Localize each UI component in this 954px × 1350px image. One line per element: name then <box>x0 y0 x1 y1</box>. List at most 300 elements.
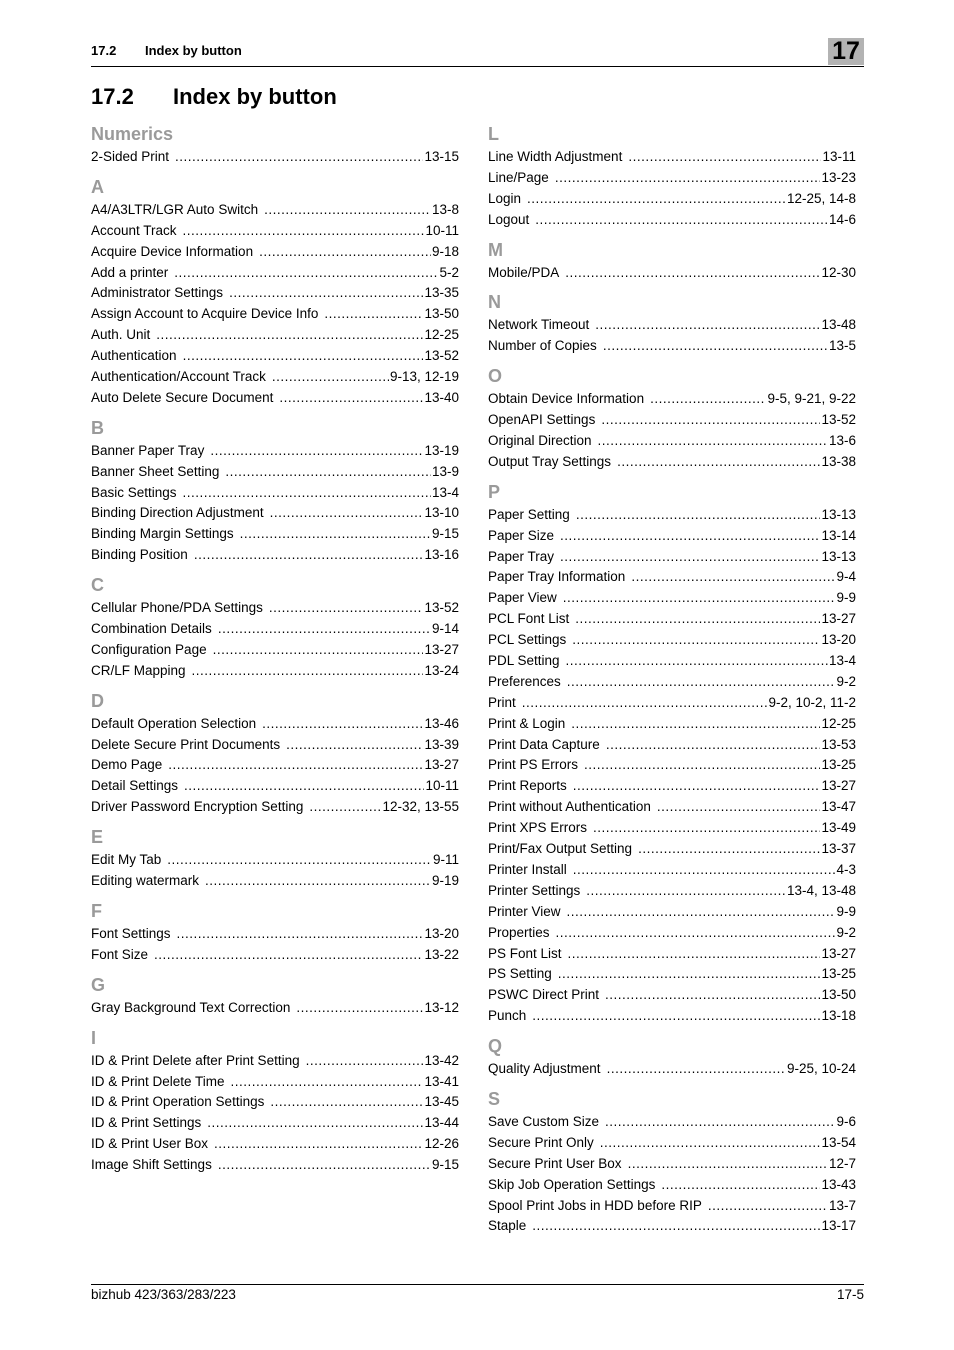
dot-leader <box>600 1133 821 1154</box>
index-entry <box>488 1154 856 1175</box>
index-entry <box>488 1133 856 1154</box>
section-letter-heading: B <box>91 417 104 438</box>
index-page-reference: 13-27 <box>424 757 459 773</box>
index-page-reference: 13-53 <box>821 736 856 752</box>
dot-leader <box>631 567 835 588</box>
dot-leader <box>167 850 432 871</box>
index-entry <box>91 304 459 325</box>
index-page-reference: 10-11 <box>425 222 459 238</box>
index-page-reference: 13-40 <box>424 389 459 405</box>
index-entry <box>91 441 459 462</box>
index-term: Login <box>488 190 522 206</box>
index-term: Secure Print Only <box>488 1134 594 1150</box>
index-term: PCL Font List <box>488 611 570 627</box>
index-section <box>488 1086 856 1237</box>
dot-leader <box>286 735 423 756</box>
dot-leader <box>229 283 423 304</box>
index-page-reference: 13-27 <box>821 611 856 627</box>
index-term: Binding Margin Settings <box>91 526 234 542</box>
dot-leader <box>584 755 820 776</box>
index-term: Preferences <box>488 673 561 689</box>
dot-leader <box>572 630 820 651</box>
index-page-reference: 13-50 <box>821 987 856 1003</box>
index-entry <box>488 168 856 189</box>
index-page-reference: 9-11 <box>432 852 459 868</box>
index-entry <box>488 547 856 568</box>
index-entry <box>91 388 459 409</box>
index-page-reference: 13-42 <box>424 1052 459 1068</box>
dot-leader <box>605 985 820 1006</box>
index-entry <box>91 346 459 367</box>
dot-leader <box>177 924 424 945</box>
index-entry <box>488 1112 856 1133</box>
index-term: Network Timeout <box>488 317 590 333</box>
section-letter-heading: C <box>91 575 104 596</box>
index-term: Paper Tray <box>488 548 555 564</box>
index-entry <box>91 242 459 263</box>
dot-leader <box>650 389 766 410</box>
index-page-reference: 13-17 <box>821 1218 856 1234</box>
index-entry <box>488 1175 856 1196</box>
dot-leader <box>605 1112 835 1133</box>
index-term: Configuration Page <box>91 641 207 657</box>
index-entry <box>488 588 856 609</box>
index-term: Driver Password Encryption Setting <box>91 799 304 815</box>
index-page-reference: 9-2 <box>836 673 856 689</box>
index-term: Number of Copies <box>488 338 597 354</box>
index-entry <box>488 609 856 630</box>
dot-leader <box>532 1216 820 1237</box>
section-letter-heading: Numerics <box>91 124 174 144</box>
index-term: Print & Login <box>488 715 566 731</box>
index-page-reference: 13-14 <box>821 527 856 543</box>
dot-leader <box>606 735 821 756</box>
index-term: Delete Secure Print Documents <box>91 736 281 752</box>
index-page-reference: 13-52 <box>424 348 459 364</box>
dot-leader <box>213 640 424 661</box>
index-entry <box>488 263 856 284</box>
index-entry <box>488 452 856 473</box>
index-entry <box>91 850 459 871</box>
index-page-reference: 13-39 <box>424 736 459 752</box>
index-term: Skip Job Operation Settings <box>488 1176 656 1192</box>
index-section <box>91 824 459 892</box>
index-term: Account Track <box>91 222 177 238</box>
dot-leader <box>225 462 431 483</box>
index-term: Combination Details <box>91 621 212 637</box>
index-entry <box>488 410 856 431</box>
index-entry <box>91 462 459 483</box>
index-page-reference: 13-20 <box>821 632 856 648</box>
index-page-reference: 13-24 <box>424 662 459 678</box>
index-entry <box>91 545 459 566</box>
index-entry <box>91 924 459 945</box>
index-entry <box>488 881 856 902</box>
index-page-reference: 13-27 <box>821 778 856 794</box>
index-entry <box>91 1051 459 1072</box>
index-entry <box>488 776 856 797</box>
index-term: 2-Sided Print <box>91 149 170 164</box>
index-section <box>488 1033 856 1080</box>
page-title-number: 17.2 <box>91 84 134 109</box>
index-entry <box>91 776 459 797</box>
index-term: ID & Print User Box <box>91 1136 209 1152</box>
index-page-reference: 13-47 <box>821 799 856 815</box>
page-title <box>91 84 337 110</box>
section-letter-heading: E <box>91 827 104 848</box>
index-term: Authentication/Account Track <box>91 369 266 385</box>
header-section-title: Index by button <box>145 43 242 58</box>
index-term: Print Data Capture <box>488 736 600 752</box>
index-entry <box>488 923 856 944</box>
index-entry <box>488 526 856 547</box>
index-page-reference: 13-4 <box>828 653 856 669</box>
index-entry <box>488 1216 856 1237</box>
index-term: Editing watermark <box>91 873 200 889</box>
dot-leader <box>231 1072 424 1093</box>
index-section <box>91 898 459 966</box>
index-term: Print/Fax Output Setting <box>488 841 633 857</box>
index-page-reference: 13-25 <box>821 966 856 982</box>
index-term: Gray Background Text Correction <box>91 999 291 1015</box>
index-entry <box>488 1006 856 1027</box>
dot-leader <box>270 503 424 524</box>
index-entry <box>91 283 459 304</box>
dot-leader <box>532 1006 820 1027</box>
index-entry <box>91 1134 459 1155</box>
index-term: Mobile/PDA <box>488 264 560 280</box>
index-entry <box>91 147 459 168</box>
dot-leader <box>567 672 836 693</box>
index-entry <box>488 389 856 410</box>
index-entry <box>91 524 459 545</box>
section-letter-heading: G <box>91 974 106 995</box>
index-term: Auto Delete Secure Document <box>91 389 274 405</box>
dot-leader <box>306 1051 424 1072</box>
index-page-reference: 4-3 <box>836 861 856 877</box>
index-term: Print <box>488 694 516 710</box>
dot-leader <box>555 168 821 189</box>
index-section <box>91 572 459 682</box>
index-term: Original Direction <box>488 433 592 449</box>
index-term: Printer Settings <box>488 882 581 898</box>
dot-leader <box>240 524 431 545</box>
index-entry <box>488 985 856 1006</box>
index-page-reference: 13-46 <box>424 715 459 731</box>
index-page-reference: 13-27 <box>424 641 459 657</box>
index-term: Printer Install <box>488 861 567 877</box>
index-entry <box>91 1113 459 1134</box>
index-term: Default Operation Selection <box>91 715 257 731</box>
index-entry <box>488 860 856 881</box>
index-page-reference: 13-19 <box>424 442 459 458</box>
index-entry <box>488 839 856 860</box>
index-page-reference: 13-37 <box>821 841 856 857</box>
index-entry <box>488 818 856 839</box>
index-entry <box>91 871 459 892</box>
index-page-reference: 13-15 <box>424 149 459 164</box>
index-page-reference: 9-5, 9-21, 9-22 <box>767 391 856 407</box>
index-page-reference: 13-13 <box>821 506 856 522</box>
dot-leader <box>661 1175 820 1196</box>
index-page-reference: 13-25 <box>821 757 856 773</box>
index-page-reference: 13-20 <box>424 925 459 941</box>
index-entry <box>91 714 459 735</box>
dot-leader <box>708 1196 828 1217</box>
dot-leader <box>270 1092 423 1113</box>
index-page-reference: 9-2 <box>836 924 856 940</box>
dot-leader <box>296 998 423 1019</box>
index-entry <box>91 503 459 524</box>
index-term: PS Setting <box>488 966 552 982</box>
index-page-reference: 13-52 <box>424 600 459 616</box>
index-column-left <box>91 121 459 1176</box>
index-page-reference: 9-9 <box>836 590 856 606</box>
dot-leader <box>194 545 424 566</box>
dot-leader <box>527 189 786 210</box>
section-letter-heading: S <box>488 1088 501 1109</box>
index-section <box>488 237 856 284</box>
section-letter-heading: Q <box>488 1036 503 1057</box>
index-entry <box>91 200 459 221</box>
dot-leader <box>598 431 828 452</box>
dot-leader <box>175 147 423 168</box>
index-entry <box>91 325 459 346</box>
section-letter-heading: F <box>91 900 102 921</box>
section-letter-heading: D <box>91 690 104 711</box>
index-section <box>91 1025 459 1176</box>
index-term: Administrator Settings <box>91 285 224 301</box>
dot-leader <box>560 547 820 568</box>
index-entry <box>488 672 856 693</box>
dot-leader <box>183 346 424 367</box>
dot-leader <box>156 325 423 346</box>
index-term: Print PS Errors <box>488 757 579 773</box>
dot-leader <box>560 526 820 547</box>
dot-leader <box>563 588 836 609</box>
index-page-reference: 13-4 <box>431 484 459 500</box>
index-entry <box>91 221 459 242</box>
page-title-text: Index by button <box>173 84 337 109</box>
index-entry <box>488 431 856 452</box>
index-page-reference: 12-25 <box>424 327 459 343</box>
section-letter-heading: I <box>91 1027 97 1048</box>
header-section-number: 17.2 <box>91 43 117 58</box>
index-page-reference: 13-48 <box>821 317 856 333</box>
index-term: Cellular Phone/PDA Settings <box>91 600 263 616</box>
index-entry <box>91 1072 459 1093</box>
index-section <box>91 121 459 168</box>
index-term: Paper View <box>488 590 557 606</box>
running-header <box>91 37 864 67</box>
index-page-reference: 12-25 <box>821 715 856 731</box>
index-page-reference: 13-52 <box>821 412 856 428</box>
index-page-reference: 12-30 <box>821 264 856 280</box>
dot-leader <box>586 881 786 902</box>
index-term: Printer View <box>488 903 561 919</box>
dot-leader <box>264 200 431 221</box>
dot-leader <box>558 964 821 985</box>
dot-leader <box>309 797 381 818</box>
index-entry <box>488 651 856 672</box>
index-page-reference: 13-38 <box>821 453 856 469</box>
dot-leader <box>566 651 828 672</box>
index-term: Authentication <box>91 348 177 364</box>
index-term: Image Shift Settings <box>91 1157 212 1173</box>
index-page-reference: 13-10 <box>424 505 459 521</box>
index-term: Banner Paper Tray <box>91 442 205 458</box>
index-term: Paper Size <box>488 527 555 543</box>
index-page-reference: 13-23 <box>821 169 856 185</box>
index-column-right <box>488 121 856 1237</box>
index-term: Properties <box>488 924 550 940</box>
dot-leader <box>324 304 423 325</box>
index-term: Staple <box>488 1218 527 1234</box>
index-page-reference: 13-11 <box>822 149 856 164</box>
dot-leader <box>154 945 423 966</box>
index-page-reference: 9-15 <box>431 1157 459 1173</box>
dot-leader <box>207 1113 423 1134</box>
dot-leader <box>184 776 424 797</box>
index-term: A4/A3LTR/LGR Auto Switch <box>91 201 259 217</box>
index-term: Font Settings <box>91 925 171 941</box>
dot-leader <box>565 263 820 284</box>
index-page-reference: 13-43 <box>821 1176 856 1192</box>
index-term: ID & Print Delete after Print Setting <box>91 1052 300 1068</box>
section-letter-heading: O <box>488 366 503 387</box>
index-page-reference: 13-9 <box>431 463 459 479</box>
index-term: Basic Settings <box>91 484 177 500</box>
index-term: Paper Tray Information <box>488 569 626 585</box>
index-entry <box>91 1155 459 1176</box>
index-entry <box>488 1059 856 1080</box>
index-section <box>488 363 856 473</box>
index-term: Save Custom Size <box>488 1113 600 1129</box>
dot-leader <box>168 755 423 776</box>
index-page-reference: 13-44 <box>424 1115 459 1131</box>
index-page-reference: 5-2 <box>439 264 459 280</box>
section-letter-heading: A <box>91 176 104 197</box>
index-entry <box>91 1092 459 1113</box>
index-term: Print Reports <box>488 778 567 794</box>
index-page-reference: 9-19 <box>431 873 459 889</box>
index-term: Edit My Tab <box>91 852 162 868</box>
index-page-reference: 9-9 <box>836 903 856 919</box>
index-term: Add a printer <box>91 264 169 280</box>
index-entry <box>488 336 856 357</box>
index-page-reference: 13-45 <box>424 1094 459 1110</box>
index-term: Punch <box>488 1008 527 1024</box>
index-page-reference: 9-14 <box>431 621 459 637</box>
dot-leader <box>192 661 424 682</box>
index-term: OpenAPI Settings <box>488 412 596 428</box>
index-page-reference: 13-54 <box>821 1134 856 1150</box>
dot-leader <box>279 388 423 409</box>
index-page-reference: 9-6 <box>836 1113 856 1129</box>
index-term: Banner Sheet Setting <box>91 463 220 479</box>
index-entry <box>488 147 856 168</box>
index-page-reference: 13-4, 13-48 <box>786 882 856 898</box>
index-term: PSWC Direct Print <box>488 987 600 1003</box>
index-page-reference: 13-12 <box>424 999 459 1015</box>
index-term: Acquire Device Information <box>91 243 254 259</box>
index-term: Spool Print Jobs in HDD before RIP <box>488 1197 702 1213</box>
index-entry <box>488 735 856 756</box>
index-entry <box>91 755 459 776</box>
index-term: Line Width Adjustment <box>488 149 623 164</box>
dot-leader <box>210 441 423 462</box>
index-term: Font Size <box>91 946 149 962</box>
dot-leader <box>617 452 820 473</box>
index-page-reference: 13-35 <box>424 285 459 301</box>
index-entry <box>91 367 459 388</box>
dot-leader <box>205 871 431 892</box>
dot-leader <box>183 483 431 504</box>
index-page-reference: 13-16 <box>424 547 459 563</box>
index-page-reference: 9-18 <box>431 243 459 259</box>
index-entry <box>488 630 856 651</box>
index-term: Secure Print User Box <box>488 1155 622 1171</box>
index-section <box>91 174 459 409</box>
index-page-reference: 13-49 <box>821 820 856 836</box>
section-letter-heading: L <box>488 124 499 144</box>
index-section <box>91 972 459 1019</box>
dot-leader <box>601 410 820 431</box>
index-term: Quality Adjustment <box>488 1061 601 1077</box>
index-entry <box>488 315 856 336</box>
index-section <box>488 289 856 357</box>
index-section <box>488 121 856 231</box>
index-section <box>91 415 459 566</box>
index-term: PDL Setting <box>488 653 560 669</box>
index-section <box>91 688 459 818</box>
index-term: Assign Account to Acquire Device Info <box>91 306 319 322</box>
index-term: Logout <box>488 211 530 227</box>
dot-leader <box>259 242 431 263</box>
index-entry <box>91 598 459 619</box>
section-letter-heading: P <box>488 481 501 502</box>
dot-leader <box>593 818 820 839</box>
index-term: Paper Setting <box>488 506 570 522</box>
index-entry <box>488 567 856 588</box>
index-page-reference: 13-5 <box>828 338 856 354</box>
index-page-reference: 12-26 <box>424 1136 459 1152</box>
index-entry <box>488 902 856 923</box>
index-entry <box>488 189 856 210</box>
index-entry <box>91 263 459 284</box>
index-term: Binding Position <box>91 547 188 563</box>
dot-leader <box>269 598 424 619</box>
index-page-reference: 13-6 <box>828 433 856 449</box>
index-entry <box>91 797 459 818</box>
index-entry <box>91 998 459 1019</box>
index-page-reference: 9-2, 10-2, 11-2 <box>768 694 856 710</box>
footer-model: bizhub 423/363/283/223 <box>91 1287 236 1302</box>
index-page-reference: 10-11 <box>425 778 459 794</box>
index-page-reference: 12-32, 13-55 <box>382 799 459 815</box>
index-entry <box>488 964 856 985</box>
running-footer <box>91 1284 864 1305</box>
index-page-reference: 13-7 <box>828 1197 856 1213</box>
index-entry <box>91 619 459 640</box>
dot-leader <box>575 609 820 630</box>
dot-leader <box>567 902 836 923</box>
dot-leader <box>628 1154 828 1175</box>
index-page-reference: 9-4 <box>836 569 856 585</box>
dot-leader <box>262 714 423 735</box>
index-entry <box>91 483 459 504</box>
dot-leader <box>576 505 821 526</box>
